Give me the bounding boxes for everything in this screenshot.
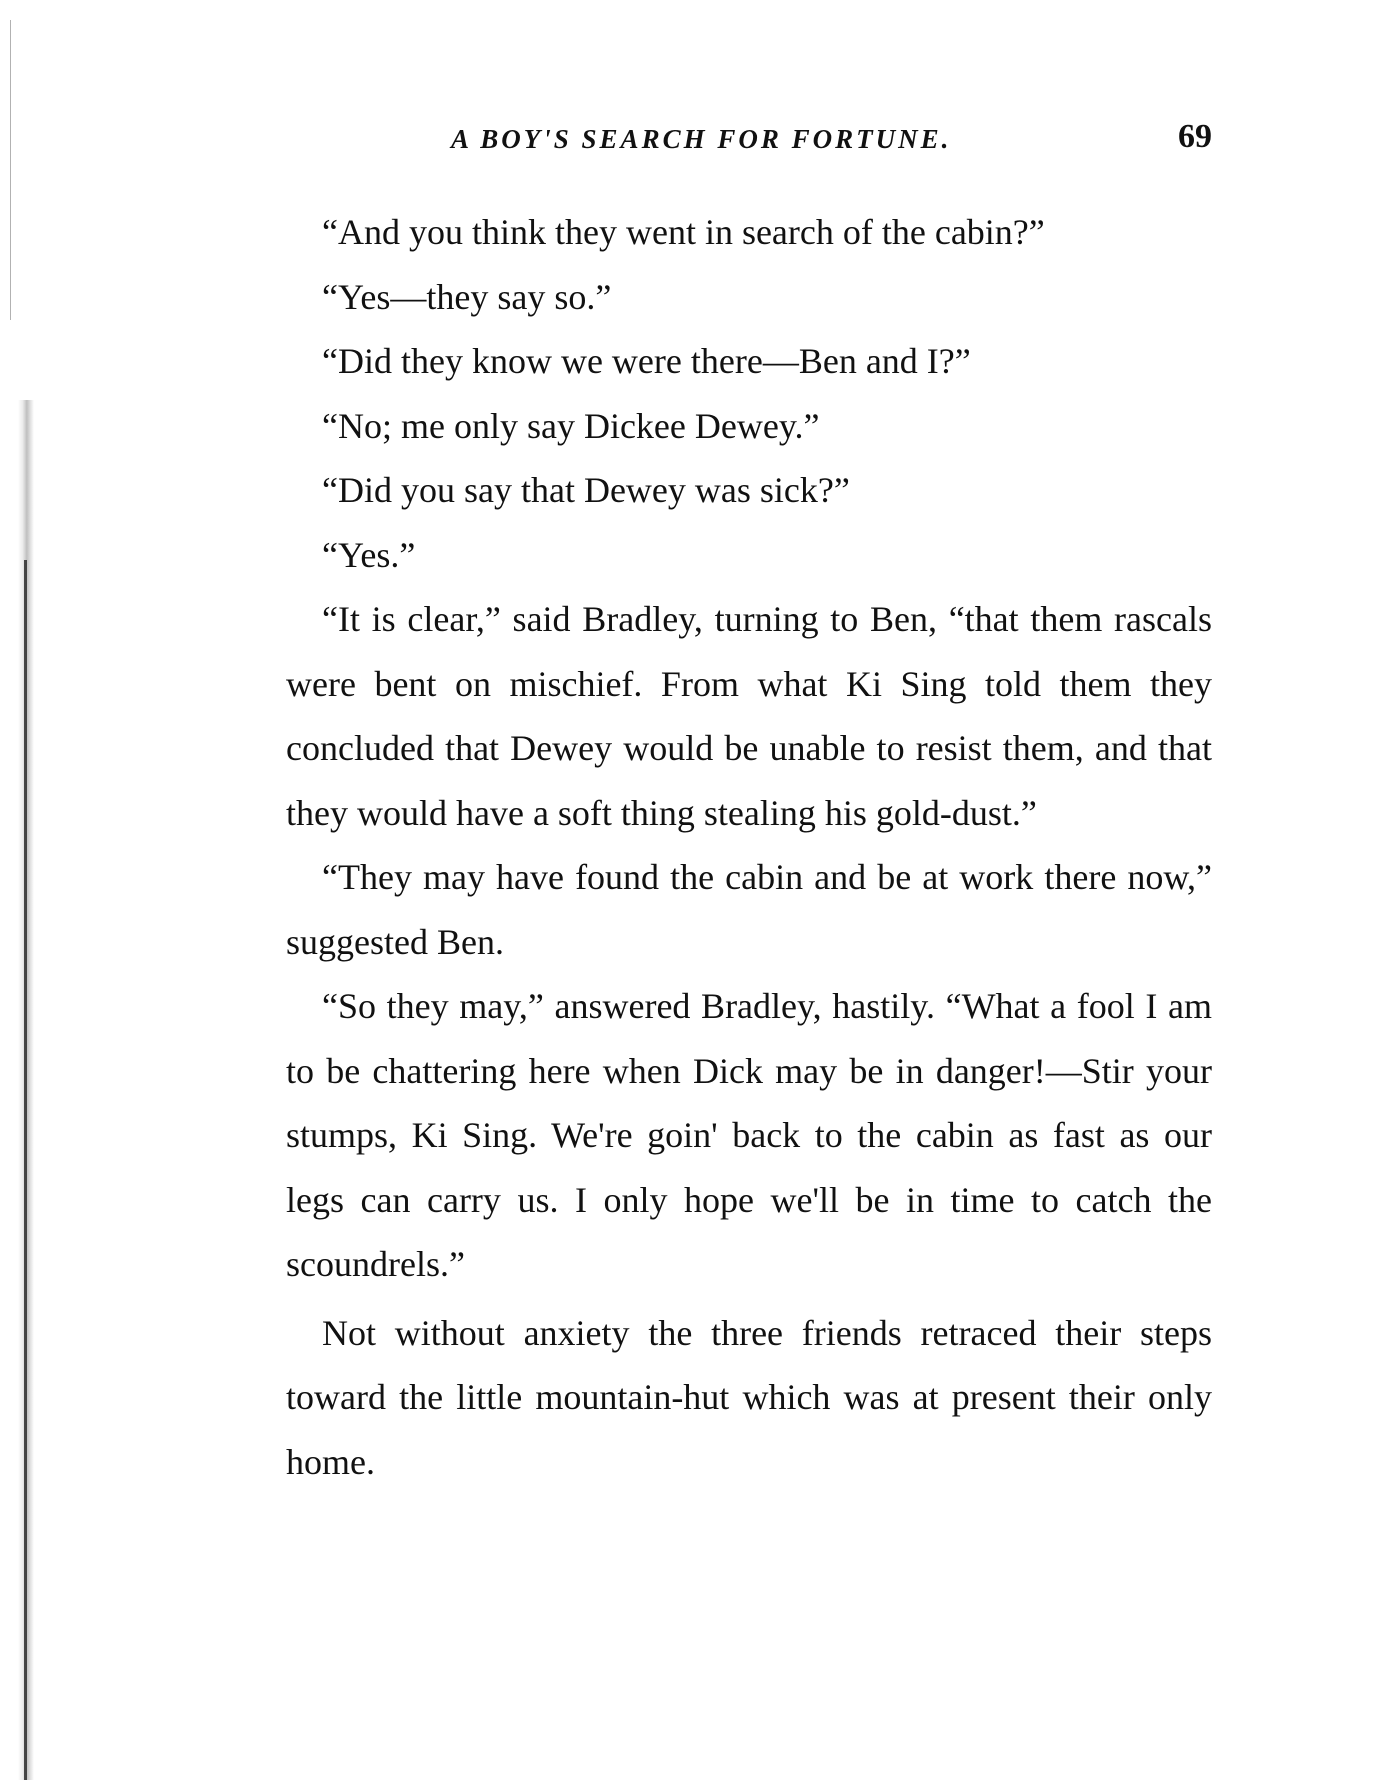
paragraph: Not without anxiety the three friends retraced their steps toward the little mountain-hut which was at present their only home. [286,1312,1212,1482]
paragraph: “They may have found the cabin and be at work there now,” suggested Ben. [286,857,1212,962]
binding-line [24,560,27,1780]
paragraph: “Yes—they say so.” [322,276,612,317]
paragraph: “No; me only say Dickee Dewey.” [322,405,820,446]
page-header [286,118,1212,168]
paragraph: “Did you say that Dewey was sick?” [322,470,850,510]
page-number: 69 [1178,118,1212,155]
paragraph: “So they may,” answered Bradley, hastily. “What a fool I am to be chattering here when Dick may be in danger!—Stir your stumps, Ki Sing. We're goin' back to the cabin as fast as our legs can carry us. I only hope we'll be in time to catch the scoundrels.” [286,986,1212,1284]
paragraph: “Yes.” [322,534,416,575]
paragraph: “It is clear,” said Bradley, turning to Ben, “that them rascals were bent on mischief. From what Ki Sing told them they concluded that Dewey would be unable to resist them, and that they would have a soft thing stealing his gold-dust.” [286,599,1212,833]
body-text [286,200,1212,1494]
running-head: A BOY'S SEARCH FOR FORTUNE. [451,124,952,154]
binding-line-faint [10,20,11,320]
paragraph: “And you think they went in search of the cabin?” [322,212,1045,252]
paragraph: “Did they know we were there—Ben and I?” [322,341,971,381]
